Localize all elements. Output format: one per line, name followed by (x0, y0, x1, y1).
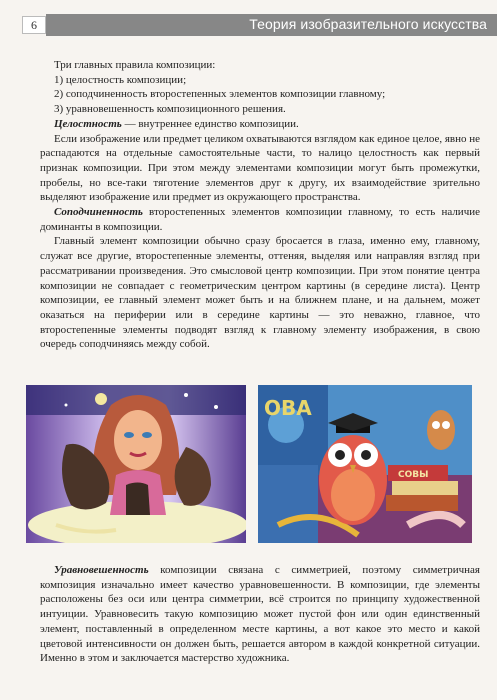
header-bar (46, 14, 497, 36)
painting-owl-with-books (258, 385, 472, 543)
subordination-term: Соподчиненность (54, 206, 143, 219)
subordination-definition (40, 205, 480, 234)
integrity-paragraph: Если изображение или предмет целиком охватываются взглядом как единое целое, явно не распадаются на отдельные самостоятельные части, то налицо целостность как первый признак композиции. При этом между элементами композиции могут быть промежутки, пробелы, но все-таки тяготение элементов друг к другу, их взаимодействие зрительно выделяют изображение или предмет из окружающего пространства. (40, 132, 480, 204)
rule-item-3: 3) уравновешенность композиционного решения. (54, 103, 286, 116)
integrity-definition (40, 117, 480, 132)
balance-paragraph-text: композиции связана с симметрией, поэтому симметричная композиция изначально имеет качество уравновешенности. В композиции, где элементы расположены без оси или центра симметрии, всё строится по принципу художественной интуиции. Уравновесить такую композицию может пустой фон или один единственный элемент, поставленный в определенном месте картины, а вот какое это место и какой цветовой интенсивности он должен быть, решается автором в каждой конкретной ситуации. Именно в этом и заключается мастерство художника. (40, 564, 480, 665)
page-header (0, 14, 497, 36)
balance-term: Уравновешенность (54, 564, 149, 576)
balance-paragraph (40, 563, 480, 666)
page-number: 6 (22, 16, 46, 34)
book-spine-text: ОВА (264, 396, 312, 420)
integrity-term: Целостность (54, 117, 122, 130)
rule-item-2: 2) соподчиненность второстепенных элементов композиции главному; (54, 88, 386, 101)
subordination-definition-text: второстепенных элементов композиции главному, то есть наличие доминанты в композиции. (40, 206, 480, 233)
main-text-bottom (40, 563, 480, 666)
book-label: СОВЫ (398, 470, 429, 480)
running-title: Теория изобразительного искусства (249, 16, 487, 32)
integrity-definition-text: — внутреннее единство композиции. (121, 117, 299, 130)
rules-intro: Три главных правила композиции: (54, 59, 216, 71)
subordination-paragraph: Главный элемент композиции обычно сразу бросается в глаза, именно ему, главному, служат все другие, второстепенные элементы, оттеняя, выделяя или направляя взгляд при рассматривании произведения. Это смысловой центр композиции. При этом понятие центра композиции не совпадает с геометрическим центром картины (в середине листа). Центр композиции, ее главный элемент может быть и на ближнем плане, и на дальнем, может оказаться на периферии или в середине картины — это неважно, главное, что второстепенные элементы подводят взгляд к главному элементу изображения, в свою очередь соподчиняясь между собой. (40, 235, 480, 351)
main-text-top (40, 58, 480, 352)
painting-girl-with-cats (26, 385, 246, 543)
rule-item-1: 1) целостность композиции; (54, 73, 187, 86)
